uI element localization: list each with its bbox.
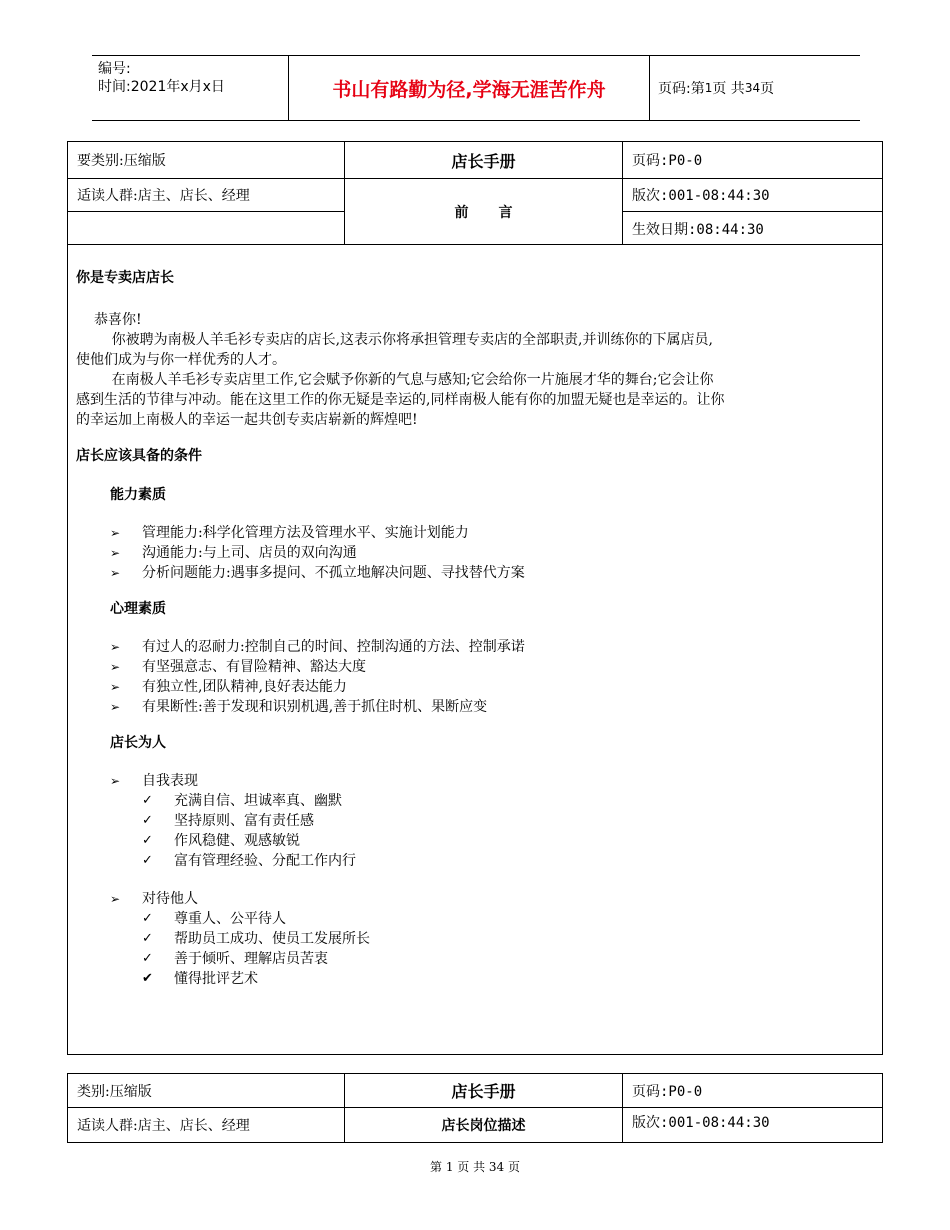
check-mark-icon: ✓ <box>142 793 153 808</box>
page-total: 34 <box>744 81 761 95</box>
arrow-bullet-icon: ➢ <box>110 680 121 694</box>
arrow-bullet-icon: ➢ <box>110 526 121 540</box>
check-mark-icon: ✓ <box>142 813 153 828</box>
readers-cell: 适读人群:店主、店长、经理 <box>68 179 345 212</box>
info-table <box>68 142 882 245</box>
arrow-bullet-icon: ➢ <box>110 546 121 560</box>
manual-title-cell: 店长手册 <box>345 1074 623 1108</box>
check-mark-icon: ✔ <box>142 971 153 986</box>
check-mark-icon: ✓ <box>142 931 153 946</box>
page-prefix: 页码:第 <box>658 81 705 97</box>
arrow-bullet-icon: ➢ <box>110 700 121 714</box>
check-item: ✓ 富有管理经验、分配工作内行 <box>142 853 356 869</box>
effective-date-cell: 生效日期:08:44:30 <box>632 221 764 238</box>
category-cell: 要类别:压缩版 <box>68 142 345 179</box>
arrow-bullet-icon: ➢ <box>110 660 121 674</box>
check-item: ✓ 坚持原则、富有责任感 <box>142 813 314 829</box>
next-page-info-table <box>67 1073 883 1143</box>
subheading-ability: 能力素质 <box>110 487 166 503</box>
check-item: ✓ 帮助员工成功、使员工发展所长 <box>142 931 370 947</box>
manual-title-cell: 店长手册 <box>345 142 623 179</box>
paragraph-1-line-1: 你被聘为南极人羊毛衫专卖店的店长,这表示你将承担管理专卖店的全部职责,并训练你的下属店员, <box>76 332 713 348</box>
arrow-bullet-icon: ➢ <box>110 892 121 906</box>
page-mid: 页 共 <box>712 81 745 97</box>
manual-body <box>76 268 876 989</box>
page-footer: 第 1 页 共 34 页 <box>430 1160 520 1174</box>
check-item: ✔ 懂得批评艺术 <box>142 971 258 987</box>
list-item: ➢ 有独立性,团队精神,良好表达能力 <box>76 677 876 697</box>
document-header <box>92 55 860 121</box>
subheading-mental: 心理素质 <box>110 601 166 617</box>
page-code-cell: 页码:P0-0 <box>623 1074 882 1108</box>
arrow-bullet-icon: ➢ <box>110 566 121 580</box>
empty-cell <box>68 212 345 245</box>
arrow-bullet-icon: ➢ <box>110 774 121 788</box>
list-item: ➢ 有果断性:善于发现和识别机遇,善于抓住时机、果断应变 <box>76 697 876 717</box>
header-meta <box>92 56 288 120</box>
page-current: 1 <box>704 81 713 95</box>
check-item: ✓ 善于倾听、理解店员苦衷 <box>142 951 328 967</box>
check-item: ✓ 作风稳健、观感敏锐 <box>142 833 300 849</box>
header-motto: 书山有路勤为径,学海无涯苦作舟 <box>288 56 650 120</box>
section-cell: 前言 <box>345 179 623 245</box>
check-mark-icon: ✓ <box>142 951 153 966</box>
readers-cell: 适读人群:店主、店长、经理 <box>68 1108 345 1142</box>
paragraph-2-line-2: 感到生活的节律与冲动。能在这里工作的你无疑是幸运的,同样南极人能有你的加盟无疑也是幸运的。让你 <box>76 392 725 408</box>
check-mark-icon: ✓ <box>142 833 153 848</box>
list-item: ➢ 分析问题能力:遇事多提问、不孤立地解决问题、寻找替代方案 <box>76 563 876 583</box>
paragraph-2-line-1: 在南极人羊毛衫专卖店里工作,它会赋予你新的气息与感知;它会给你一片施展才华的舞台;它会让你 <box>76 372 714 388</box>
page-suffix: 页 <box>760 81 775 97</box>
page-code-cell: 页码:P0-0 <box>623 142 882 179</box>
check-mark-icon: ✓ <box>142 853 153 868</box>
paragraph-2-line-3: 的幸运加上南极人的幸运一起共创专卖店崭新的辉煌吧! <box>76 412 418 428</box>
main-content-frame <box>67 141 883 1055</box>
arrow-bullet-icon: ➢ <box>110 640 121 654</box>
greeting: 恭喜你! <box>94 312 142 328</box>
version-cell: 版次:001-08:44:30 <box>632 1115 770 1131</box>
subheading-conduct: 店长为人 <box>110 735 166 751</box>
check-item: ✓ 充满自信、坦诚率真、幽默 <box>142 793 342 809</box>
list-item: ➢ 有过人的忍耐力:控制自己的时间、控制沟通的方法、控制承诺 <box>76 637 876 657</box>
section-heading-store-manager: 你是专卖店店长 <box>76 270 174 286</box>
check-item: ✓ 尊重人、公平待人 <box>142 911 286 927</box>
list-item: ➢ 自我表现 <box>76 771 876 791</box>
paragraph-1-line-2: 使他们成为与你一样优秀的人才。 <box>76 352 286 368</box>
list-item: ➢ 管理能力:科学化管理方法及管理水平、实施计划能力 <box>76 523 876 543</box>
category-cell: 类别:压缩版 <box>68 1074 345 1108</box>
check-mark-icon: ✓ <box>142 911 153 926</box>
section-cell: 店长岗位描述 <box>345 1108 623 1142</box>
header-page-number <box>650 56 860 120</box>
version-cell: 版次:001-08:44:30 <box>623 179 882 212</box>
list-item: ➢ 有坚强意志、有冒险精神、豁达大度 <box>76 657 876 677</box>
section-heading-requirements: 店长应该具备的条件 <box>76 448 202 464</box>
list-item: ➢ 对待他人 <box>76 889 876 909</box>
document-time: 时间:2021年x月x日 <box>98 79 225 95</box>
list-item: ➢ 沟通能力:与上司、店员的双向沟通 <box>76 543 876 563</box>
document-number-label: 编号: <box>98 61 131 77</box>
